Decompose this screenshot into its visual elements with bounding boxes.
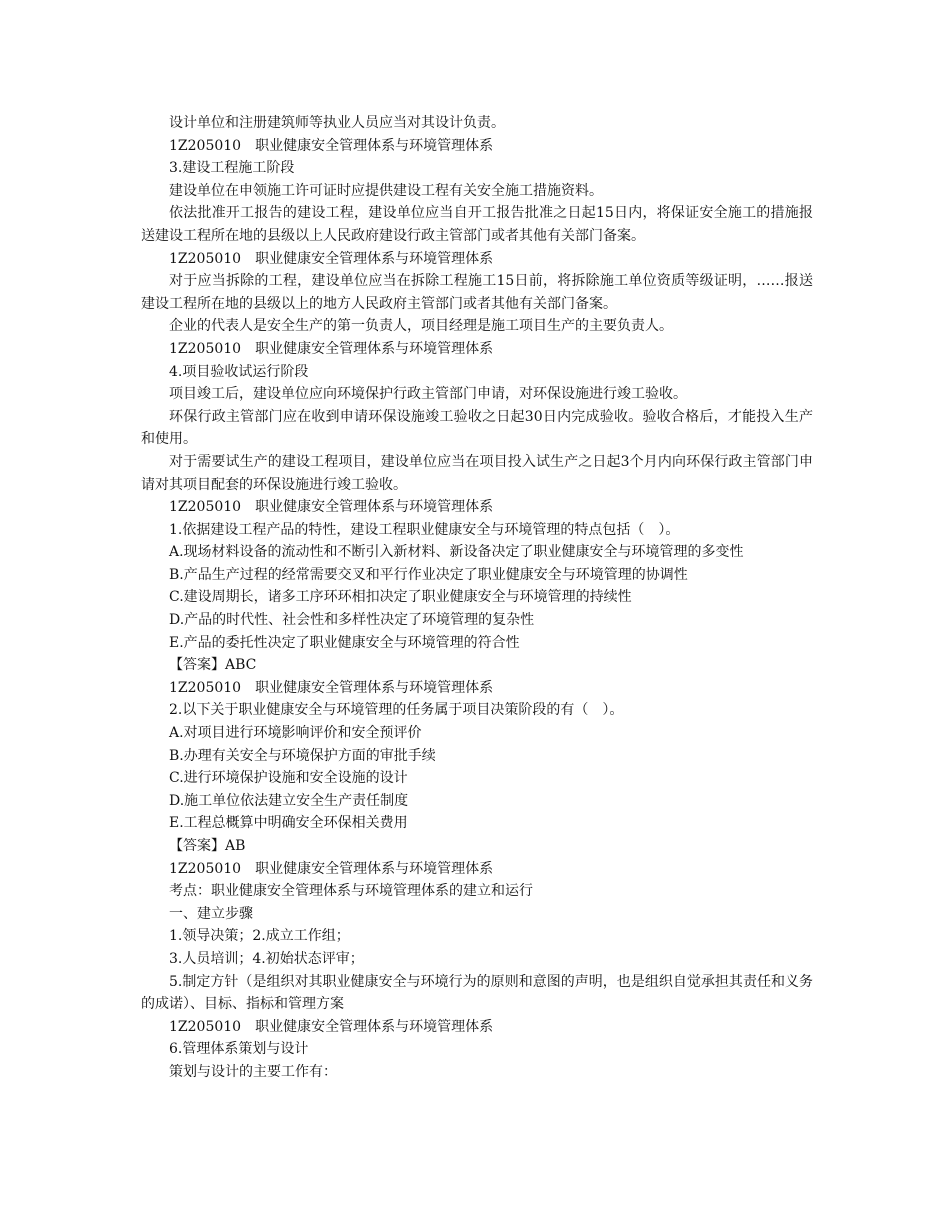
list-item: 6.管理体系策划与设计 <box>169 1041 309 1058</box>
section-code: 1Z205010 职业健康安全管理体系与环境管理体系 <box>169 1018 494 1035</box>
answer: 【答案】AB <box>169 838 246 854</box>
option: A.现场材料设备的流动性和不断引入新材料、新设备决定了职业健康安全与环境管理的多变性 <box>169 544 744 561</box>
section-heading: 一、建立步骤 <box>169 905 253 922</box>
section-heading: 3.建设工程施工阶段 <box>169 160 295 177</box>
question: 2.以下关于职业健康安全与环境管理的任务属于项目决策阶段的有（ ）。 <box>169 702 624 719</box>
paragraph: 设计单位和注册建筑师等执业人员应当对其设计负责。 <box>169 115 505 131</box>
section-code: 1Z205010 职业健康安全管理体系与环境管理体系 <box>169 860 494 877</box>
paragraph: 对于需要试生产的建设工程项目，建设单位应当在项目投入试生产之日起3个月内向环保行政主管部门申请对其项目配套的环保设施进行竣工验收。 <box>141 453 813 493</box>
question: 1.依据建设工程产品的特性，建设工程职业健康安全与环境管理的特点包括（ ）。 <box>169 521 680 538</box>
paragraph: 对于应当拆除的工程，建设单位应当在拆除工程施工15日前，将拆除施工单位资质等级证明，……报送建设工程所在地的县级以上的地方人民政府主管部门或者其他有关部门备案。 <box>141 273 813 312</box>
paragraph: 建设单位在申领施工许可证时应提供建设工程有关安全施工措施资料。 <box>169 182 603 199</box>
option: D.产品的时代性、社会性和多样性决定了环境管理的复杂性 <box>169 612 535 629</box>
option: E.工程总概算中明确安全环保相关费用 <box>169 815 408 832</box>
paragraph: 依法批准开工报告的建设工程，建设单位应当自开工报告批准之日起15日内，将保证安全施工的措施报送建设工程所在地的县级以上人民政府建设行政主管部门或者其他有关部门备案。 <box>141 205 813 244</box>
paragraph: 策划与设计的主要工作有： <box>169 1063 337 1080</box>
section-code: 1Z205010 职业健康安全管理体系与环境管理体系 <box>169 137 494 154</box>
paragraph: 环保行政主管部门应在收到申请环保设施竣工验收之日起30日内完成验收。验收合格后，才能投入生产和使用。 <box>141 408 813 448</box>
option: B.产品生产过程的经常需要交叉和平行作业决定了职业健康安全与环境管理的协调性 <box>169 566 688 583</box>
answer: 【答案】ABC <box>169 657 257 674</box>
paragraph: 企业的代表人是安全生产的第一负责人，项目经理是施工项目生产的主要负责人。 <box>169 318 673 335</box>
list-item: 1.领导决策；2.成立工作组； <box>169 928 350 945</box>
section-code: 1Z205010 职业健康安全管理体系与环境管理体系 <box>169 340 494 357</box>
document-body <box>141 112 813 1084</box>
list-item: 3.人员培训；4.初始状态评审； <box>169 950 364 967</box>
section-code: 1Z205010 职业健康安全管理体系与环境管理体系 <box>169 250 494 267</box>
section-code: 1Z205010 职业健康安全管理体系与环境管理体系 <box>169 679 494 696</box>
option: C.建设周期长，诸多工序环环相扣决定了职业健康安全与环境管理的持续性 <box>169 589 632 606</box>
option: D.施工单位依法建立安全生产责任制度 <box>169 792 409 809</box>
paragraph: 项目竣工后，建设单位应向环境保护行政主管部门申请，对环保设施进行竣工验收。 <box>169 386 687 403</box>
option: C.进行环境保护设施和安全设施的设计 <box>169 770 408 787</box>
topic-line: 考点：职业健康安全管理体系与环境管理体系的建立和运行 <box>169 883 533 900</box>
list-item: 5.制定方针（是组织对其职业健康安全与环境行为的原则和意图的声明，也是组织自觉承担其责任和义务的成诺）、目标、指标和管理方案 <box>141 973 813 1013</box>
option: A.对项目进行环境影响评价和安全预评价 <box>169 725 422 742</box>
section-heading: 4.项目验收试运行阶段 <box>169 363 309 380</box>
option: B.办理有关安全与环境保护方面的审批手续 <box>169 747 436 764</box>
option: E.产品的委托性决定了职业健康安全与环境管理的符合性 <box>169 634 520 651</box>
section-code: 1Z205010 职业健康安全管理体系与环境管理体系 <box>169 499 494 516</box>
